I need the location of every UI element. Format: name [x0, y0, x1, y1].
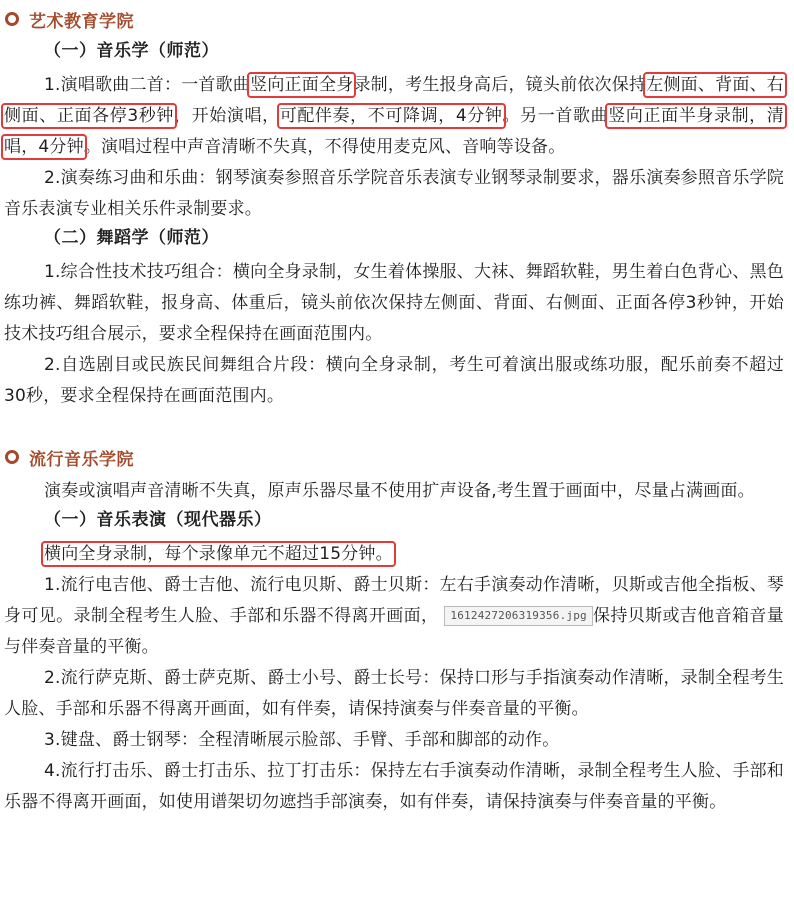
text-segment: 。另一首歌曲 — [502, 106, 609, 126]
section-art-education — [4, 8, 784, 30]
highlight-box-vertical-full: 竖向正面全身 — [250, 75, 354, 95]
section-title-pop: 流行音乐学院 — [29, 449, 134, 470]
circle-bullet-icon — [5, 450, 19, 464]
circle-bullet-icon — [5, 12, 19, 26]
highlight-box-half-body: 竖向正面半身录制，清唱，4分钟 — [4, 106, 785, 157]
subheading-performance: （一）音乐表演（现代器乐） — [44, 510, 272, 530]
filename-tooltip: 1612427206319356.jpg — [444, 606, 592, 626]
paragraph-pop-intro: 演奏或演唱声音清晰不失真，原声乐器尽量不使用扩声设备,考生置于画面中，尽量占满画面。 — [44, 481, 755, 501]
spacer — [4, 412, 784, 444]
subheading-music: （一）音乐学（师范） — [44, 41, 219, 61]
paragraph-dance-1: 1.综合性技术技巧组合：横向全身录制，女生着体操服、大袜、舞蹈软鞋，男生着白色背心、黑色练功裤、舞蹈软鞋，报身高、体重后，镜头前依次保持左侧面、背面、右侧面、正面各停3秒钟，开始技术技巧组合展示，要求全程保持在画面范围内。 — [4, 262, 784, 344]
paragraph-performance-2: 2.流行萨克斯、爵士萨克斯、爵士小号、爵士长号：保持口形与手指演奏动作清晰，录制全程考生人脸、手部和乐器不得离开画面，如有伴奏，请保持演奏与伴奏音量的平衡。 — [4, 668, 784, 719]
paragraph-music-1 — [4, 70, 784, 163]
text-segment: 保持贝斯或吉他音箱音量与伴奏音量的平衡。 — [4, 606, 784, 657]
paragraph-performance-4: 4.流行打击乐、爵士打击乐、拉丁打击乐：保持左右手演奏动作清晰，录制全程考生人脸、手部和乐器不得离开画面，如使用谱架切勿遮挡手部演奏，如有伴奏，请保持演奏与伴奏音量的平衡。 — [4, 761, 784, 812]
text-segment: 1.流行电吉他、爵士吉他、流行电贝斯、爵士贝斯：左右手演奏动作清晰，贝斯或吉他全指板、琴身可见。录制全程考生人脸、手部和乐器不得离开画面， — [4, 575, 784, 626]
section-title-art: 艺术教育学院 — [29, 11, 134, 32]
text-segment: ，开始演唱， — [174, 106, 280, 126]
text-segment: 。演唱过程中声音清晰不失真，不得使用麦克风、音响等设备。 — [83, 137, 566, 157]
paragraph-performance-1 — [4, 570, 784, 663]
paragraph-dance-2: 2.自选剧目或民族民间舞组合片段：横向全身录制，考生可着演出服或练功服，配乐前奏不超过30秒，要求全程保持在画面范围内。 — [4, 355, 784, 406]
paragraph-highlight — [4, 539, 784, 570]
highlight-box-sides: 左侧面、背面、右侧面、正面各停3秒钟 — [4, 75, 784, 126]
subheading-dance: （二）舞蹈学（师范） — [44, 228, 219, 248]
section-pop-music — [4, 446, 784, 468]
highlight-box-horizontal: 横向全身录制，每个录像单元不超过15分钟。 — [44, 544, 393, 564]
text-segment: 录制，考生报身高后，镜头前依次保持 — [353, 75, 647, 95]
text-segment: 1.演唱歌曲二首：一首歌曲 — [44, 75, 251, 95]
paragraph-music-2: 2.演奏练习曲和乐曲：钢琴演奏参照音乐学院音乐表演专业钢琴录制要求，器乐演奏参照音乐学院音乐表演专业相关乐件录制要求。 — [4, 168, 784, 219]
paragraph-performance-3: 3.键盘、爵士钢琴：全程清晰展示脸部、手臂、手部和脚部的动作。 — [44, 730, 560, 750]
highlight-box-accompaniment: 可配伴奏，不可降调，4分钟 — [279, 106, 503, 126]
